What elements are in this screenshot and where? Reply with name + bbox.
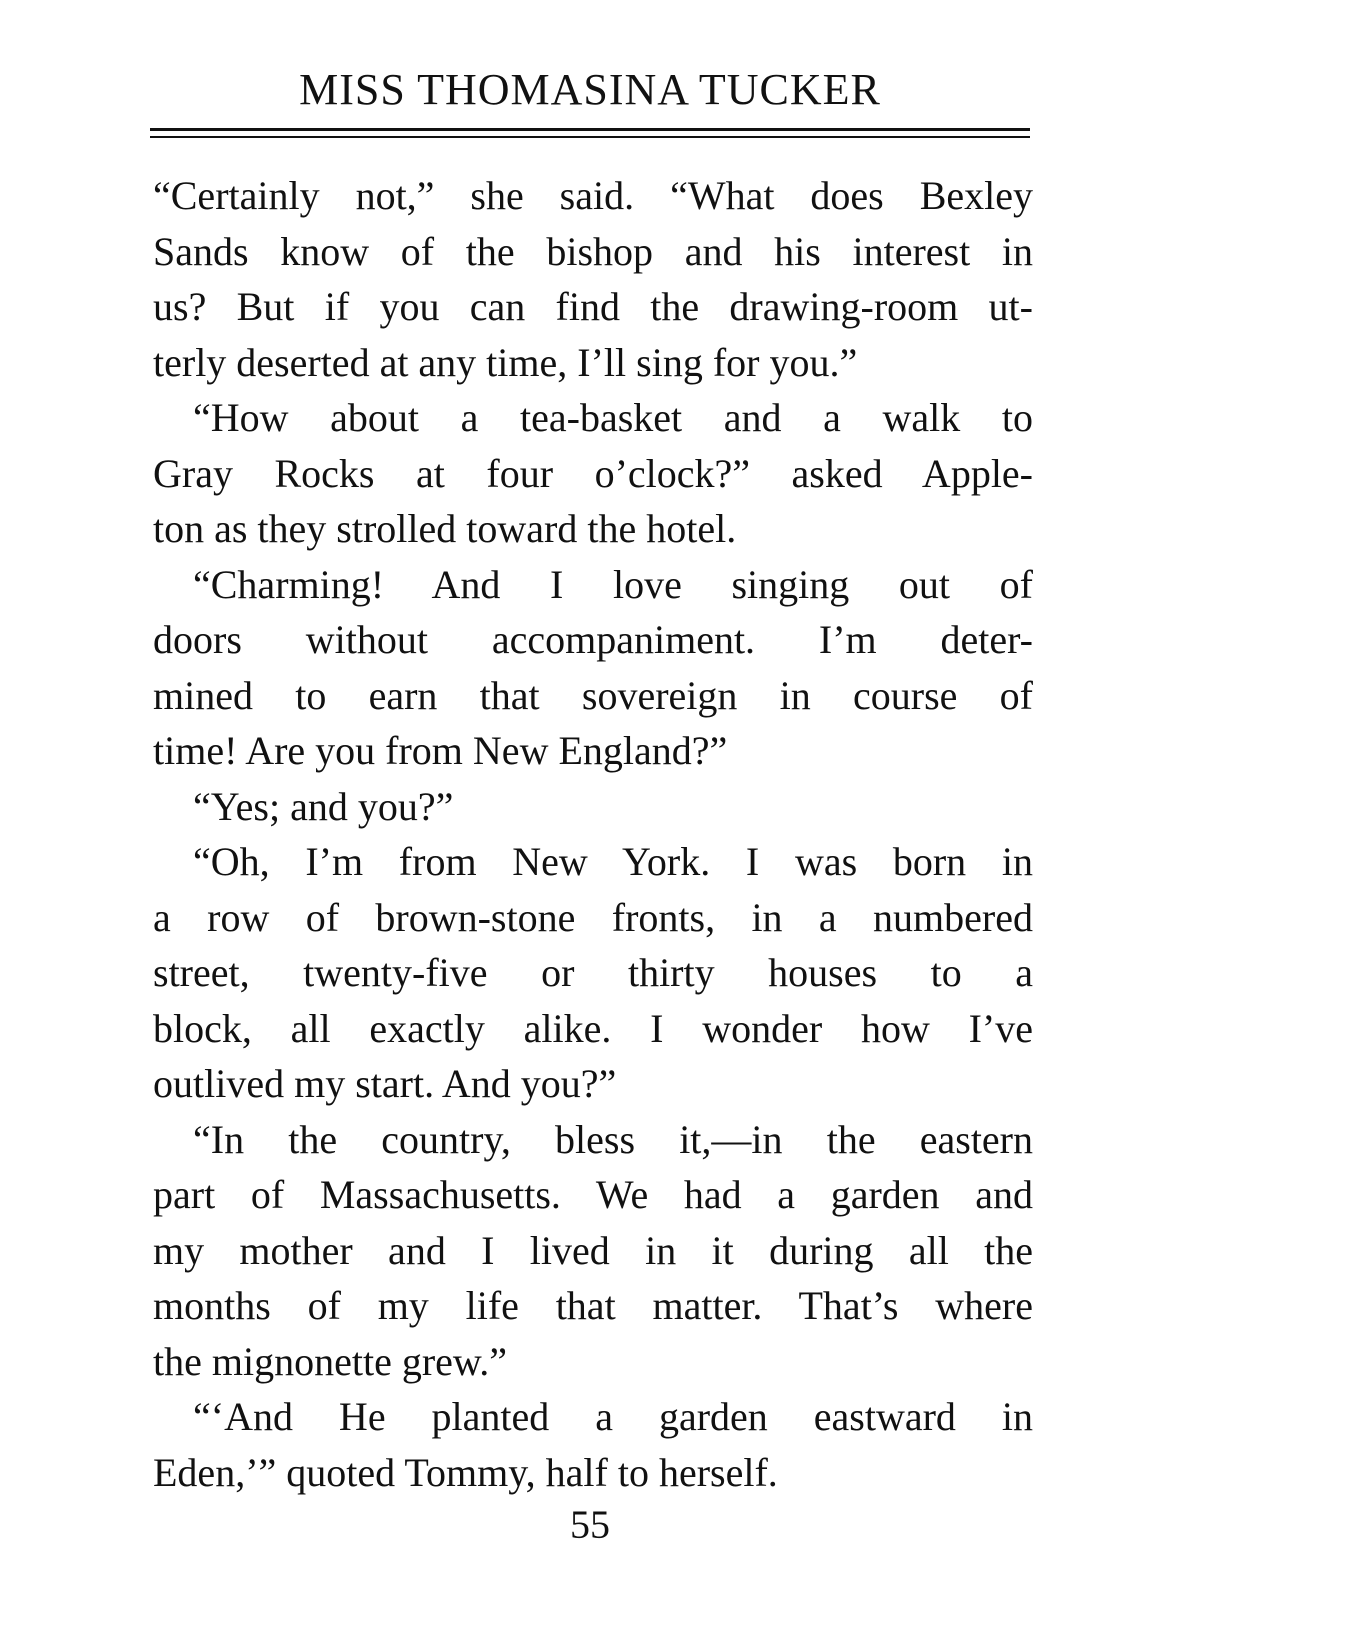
text-line: street, twenty-five or thirty houses to a xyxy=(153,950,1033,995)
text-line: mined to earn that sovereign in course of xyxy=(153,672,1033,718)
text-line: Gray Rocks at four o’clock?” asked Apple- xyxy=(153,450,1033,496)
text-line: “In the country, bless it,—in the eastern xyxy=(193,1116,1033,1162)
text-line: “Oh, I’m from New York. I was born in xyxy=(193,839,1033,884)
text-line: Eden,’” quoted Tommy, half to herself. xyxy=(153,1449,778,1495)
page-number: 55 xyxy=(570,1502,610,1547)
body-text xyxy=(153,168,1033,1500)
text-line: “Charming! And I love singing out of xyxy=(193,561,1033,607)
text-line: Sands know of the bishop and his interest in xyxy=(153,228,1033,274)
header-rule-thin xyxy=(150,136,1030,138)
text-line: ton as they strolled toward the hotel. xyxy=(153,506,737,551)
text-line: my mother and I lived in it during all the xyxy=(153,1227,1033,1273)
text-line: a row of brown-stone fronts, in a numbered xyxy=(153,894,1033,940)
text-line: block, all exactly alike. I wonder how I’ve xyxy=(153,1005,1033,1051)
text-line: “‘And He planted a garden eastward in xyxy=(193,1394,1033,1439)
text-line: “How about a tea-basket and a walk to xyxy=(193,395,1033,440)
text-line: months of my life that matter. That’s where xyxy=(153,1283,1033,1328)
text-line: time! Are you from New England?” xyxy=(153,728,728,773)
header-rule-thick xyxy=(150,128,1030,131)
text-line: doors without accompaniment. I’m deter- xyxy=(153,617,1033,662)
text-line: terly deserted at any time, I’ll sing for you.” xyxy=(153,339,858,385)
running-head: MISS THOMASINA TUCKER xyxy=(299,65,881,114)
text-line: “Yes; and you?” xyxy=(193,783,454,829)
text-line: “Certainly not,” she said. “What does Bexley xyxy=(153,173,1033,218)
text-line: the mignonette grew.” xyxy=(153,1338,507,1384)
text-line: part of Massachusetts. We had a garden and xyxy=(153,1172,1033,1217)
text-line: outlived my start. And you?” xyxy=(153,1061,617,1106)
text-line: us? But if you can find the drawing-room ut- xyxy=(153,284,1033,329)
